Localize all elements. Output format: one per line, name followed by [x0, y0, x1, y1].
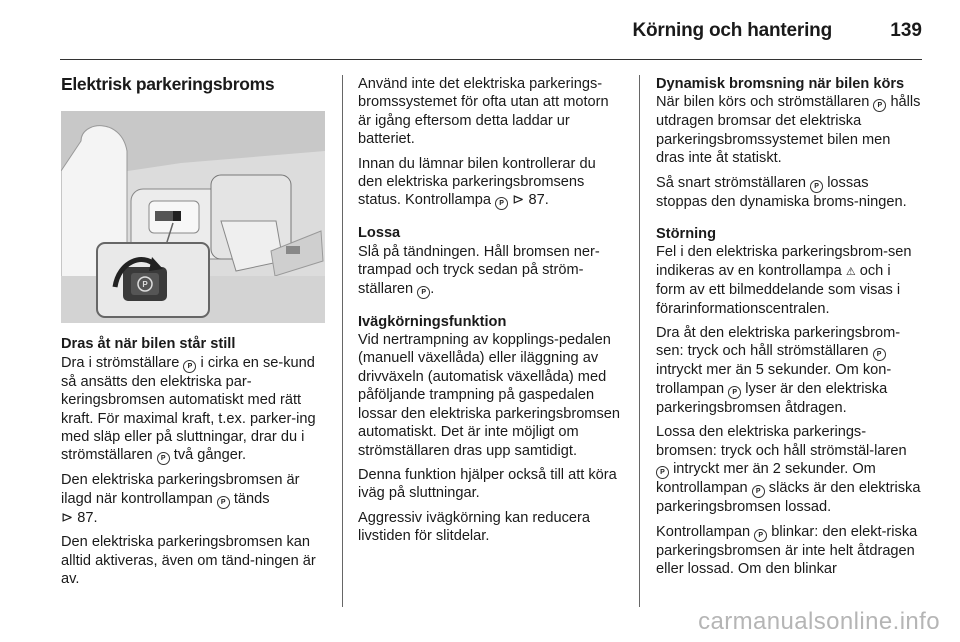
column-divider: [639, 75, 640, 607]
column-divider: [342, 75, 343, 607]
svg-text:P: P: [142, 280, 148, 290]
heading-dynamic-braking: Dynamisk bromsning när bilen körs: [656, 76, 905, 92]
paragraph-battery: Använd inte det elektriska parkerings-bromssystemet för ofta utan att motorn är igång eftersom detta laddar ur batteriet.: [358, 76, 609, 148]
warning-lamp-icon: P: [728, 386, 741, 399]
warning-lamp-icon: P: [754, 529, 767, 542]
parking-brake-icon: P: [656, 466, 669, 479]
arrow-reference-icon: ⊳: [61, 509, 74, 526]
paragraph-apply-fault: Dra åt den elektriska parkeringsbrom-sen: tryck och håll strömställaren P intryckt mer än 5 sekunder. Om kon-trollampan P lyser är den elektriska parkeringsbromsen åtdragen.: [656, 325, 901, 416]
page-number: 139: [890, 20, 922, 41]
column-1: [61, 75, 325, 594]
paragraph-slopes: Denna funktion hjälper också till att köra iväg på sluttningar.: [358, 466, 617, 502]
paragraph-release-fault: Lossa den elektriska parkerings-bromsen: tryck och håll strömstäl-laren P intryckt mer än 2 sekunder. Om kontrollampan P släcks är den elektriska parkeringsbromsen lossad.: [656, 424, 921, 516]
column-3: [656, 75, 922, 584]
heading-apply: Dras åt när bilen står still: [61, 336, 236, 353]
warning-lamp-icon: P: [217, 496, 230, 509]
header-title: Körning och hantering: [632, 20, 832, 41]
parking-brake-icon: P: [873, 348, 886, 361]
column-2: [358, 75, 622, 552]
section-title: Elektrisk parkeringsbroms: [61, 74, 275, 94]
paragraph-lamp: Den elektriska parkeringsbromsen är ilagd när kontrollampan P tänds ⊳ 87.: [61, 472, 300, 526]
paragraph-release: Slå på tändningen. Håll bromsen ner-trampad och tryck sedan på ström-ställaren P .: [358, 243, 600, 297]
paragraph-blinking: Kontrollampan P blinkar: den elekt-riska parkeringsbromsen är inte helt åtdragen eller lossad. Om den blinkar: [656, 523, 918, 577]
paragraph-dynamic-stop: Så snart strömställaren P lossas stoppas den dynamiska broms-ningen.: [656, 174, 907, 210]
parking-brake-icon: P: [183, 360, 196, 373]
paragraph-aggressive: Aggressiv ivägkörning kan reducera livstiden för slitdelar.: [358, 509, 591, 545]
figure-parking-brake-switch: [61, 111, 325, 323]
parking-brake-icon: P: [873, 99, 886, 112]
warning-lamp-icon: P: [752, 485, 765, 498]
paragraph-check-status: Innan du lämnar bilen kontrollerar du den elektriska parkeringsbromsens status. Kontrollampa P ⊳ 87.: [358, 155, 596, 209]
heading-release: Lossa: [358, 225, 401, 242]
heading-drive-away: Ivägkörningsfunktion: [358, 313, 507, 330]
paragraph-apply: Dra i strömställare P i cirka en se-kund så ansätts den elektriska par-keringsbromsen automatiskt med rätt kraft. För maximal kraft, t.ex. parker-ing med släp eller på sluttningar, drar du i strömställaren P två gånger.: [61, 354, 316, 464]
watermark: carmanualsonline.info: [698, 608, 940, 635]
warning-lamp-icon: P: [495, 197, 508, 210]
heading-fault: Störning: [656, 226, 716, 243]
paragraph-always: Den elektriska parkeringsbromsen kan alltid aktiveras, även om tänd-ningen är av.: [61, 534, 316, 588]
header-rule: [60, 59, 922, 60]
parking-brake-icon: P: [810, 180, 823, 193]
paragraph-drive-away: Vid nertrampning av kopplings-pedalen (manuell växellåda) eller iläggning av drivväxeln (automatisk växellåda) med påföljande trampning på gaspedalen lossar den elektriska parkeringsbromsen automatiskt. Det är inte möjligt om strömställaren dras upp samtidigt.: [358, 332, 620, 459]
warning-lamp-icon: ⚠: [845, 265, 856, 278]
parking-brake-icon: P: [157, 452, 170, 465]
arrow-reference-icon: ⊳: [512, 192, 525, 209]
paragraph-dynamic: När bilen körs och strömställaren P hålls utdragen bromsar det elektriska parkeringsbromssystemet bilen men dras inte åt statiskt.: [656, 94, 921, 167]
parking-brake-icon: P: [417, 286, 430, 299]
paragraph-fault: Fel i den elektriska parkeringsbrom-sen indikeras av en kontrollampa ⚠ och i form av ett bilmeddelande som visas i förarinformationscentralen.: [656, 244, 912, 317]
